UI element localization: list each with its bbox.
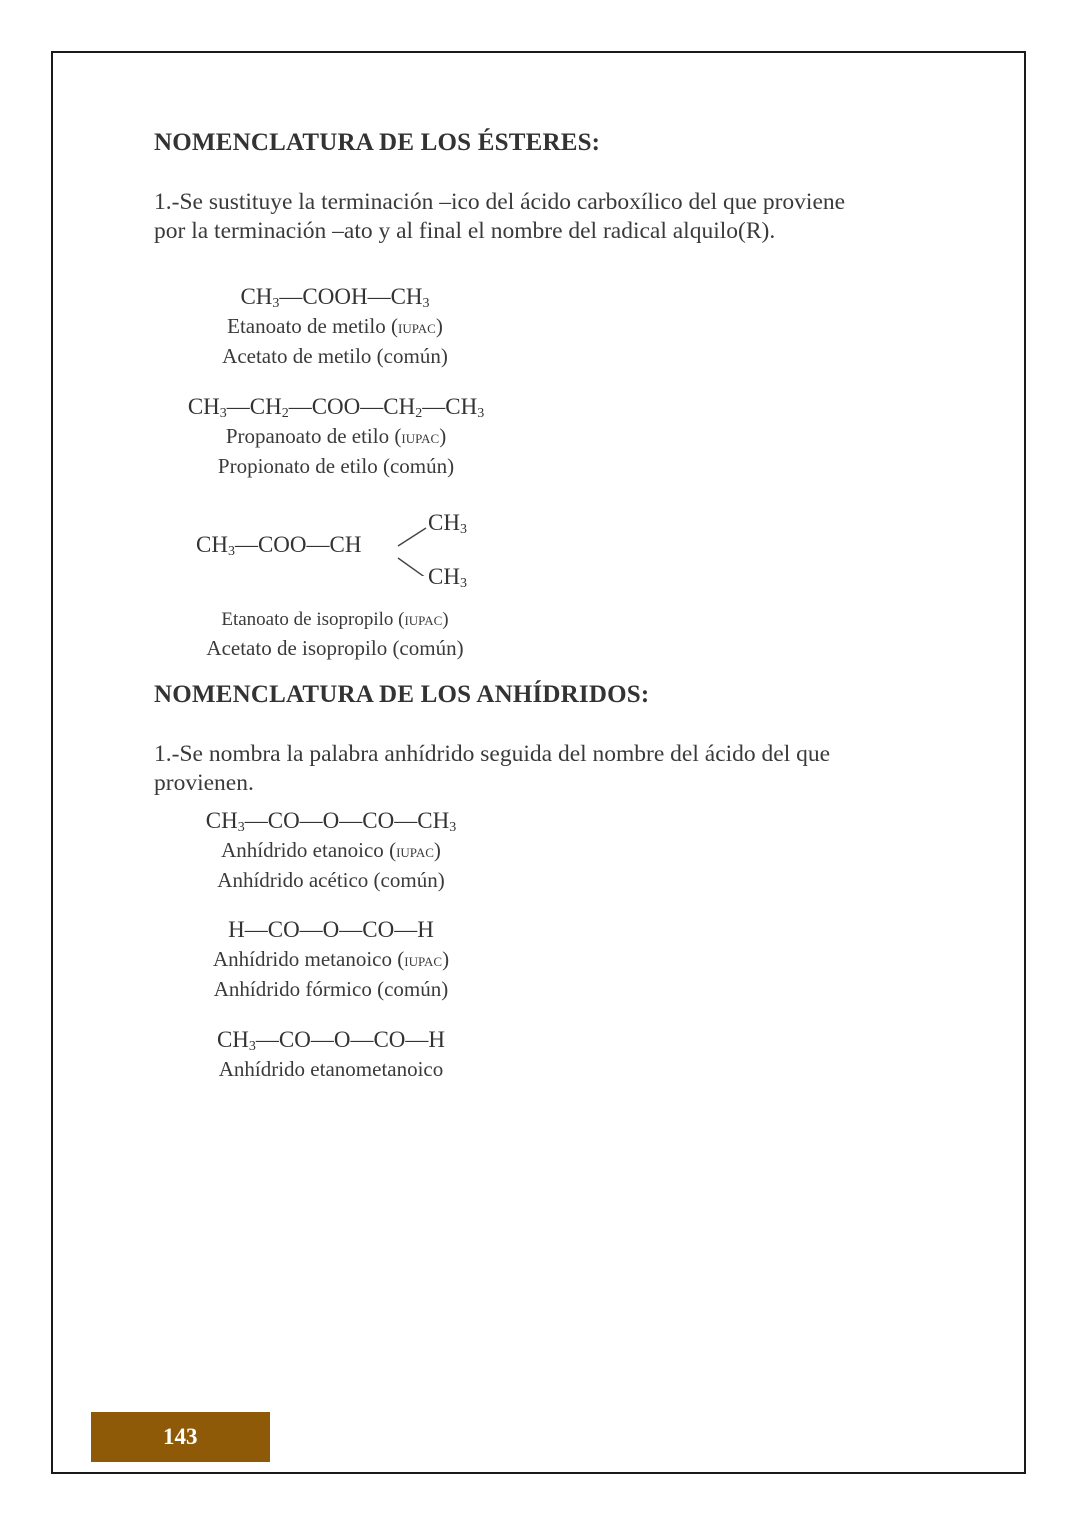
esteres-rule-line2: por la terminación –ato y al final el nombre del radical alquilo(R). — [154, 218, 776, 244]
anhydride-common-name-acetic: Anhídrido acético (común) — [217, 868, 445, 892]
anhydride-name-mixed: Anhídrido etanometanoico — [218, 1057, 444, 1081]
ester-common-name-ethyl: Propionato de etilo (común) — [217, 454, 455, 478]
anhydride-example-acetic — [180, 806, 482, 894]
ester-iupac-name-isopropyl: Etanoato de isopropilo (iupac) — [221, 609, 449, 630]
ester-example-ethyl — [160, 392, 512, 480]
ester-branch-top: $CH_3$ — [428, 510, 467, 537]
ester-common-name-methyl: Acetato de metilo (común) — [222, 344, 448, 368]
ester-main-chain: $CH_3—COO—CH$ — [196, 532, 362, 559]
ester-formula-methyl: $CH_3—COOH—CH_3$ — [240, 284, 430, 311]
anhydride-iupac-name-formic: Anhídrido metanoico (iupac) — [212, 947, 450, 971]
anhidridos-rule — [154, 740, 934, 798]
ester-iupac-name-methyl: Etanoato de metilo (iupac) — [227, 314, 443, 338]
ester-example-isopropyl-names — [180, 606, 490, 662]
anhydride-common-name-formic: Anhídrido fórmico (común) — [213, 977, 449, 1001]
page-number: 143 — [163, 1424, 198, 1449]
esteres-rule — [154, 188, 934, 246]
esteres-rule-line1: 1.-Se sustituye la terminación –ico del ácido carboxílico del que proviene — [154, 189, 846, 215]
anhydride-iupac-name-acetic: Anhídrido etanoico (iupac) — [221, 838, 441, 862]
esteres-heading: NOMENCLATURA DE LOS ÉSTERES: — [154, 129, 601, 156]
ester-branch-bottom: $CH_3$ — [428, 564, 467, 591]
anhydride-example-mixed — [180, 1025, 482, 1083]
anhidridos-heading: NOMENCLATURA DE LOS ANHÍDRIDOS: — [154, 681, 650, 708]
ester-formula-ethyl: $CH_3—CH_2—COO—CH_2—CH_3$ — [187, 394, 485, 421]
ester-example-methyl — [190, 282, 480, 370]
ester-iupac-name-ethyl: Propanoato de etilo (iupac) — [225, 424, 447, 448]
anhydride-example-formic — [180, 915, 482, 1003]
ester-common-name-isopropyl: Acetato de isopropilo (común) — [206, 636, 464, 660]
anhydride-formula-acetic: $CH_3—CO—O—CO—CH_3$ — [205, 808, 457, 835]
anhidridos-rule-line1: 1.-Se nombra la palabra anhídrido seguida del nombre del ácido del que — [154, 741, 831, 767]
anhidridos-rule-line2: provienen. — [154, 770, 254, 796]
anhydride-formula-formic: H—CO—O—CO—H — [228, 917, 434, 942]
ester-formula-isopropyl — [196, 506, 496, 596]
anhydride-formula-mixed: $CH_3—CO—O—CO—H$ — [216, 1027, 446, 1054]
